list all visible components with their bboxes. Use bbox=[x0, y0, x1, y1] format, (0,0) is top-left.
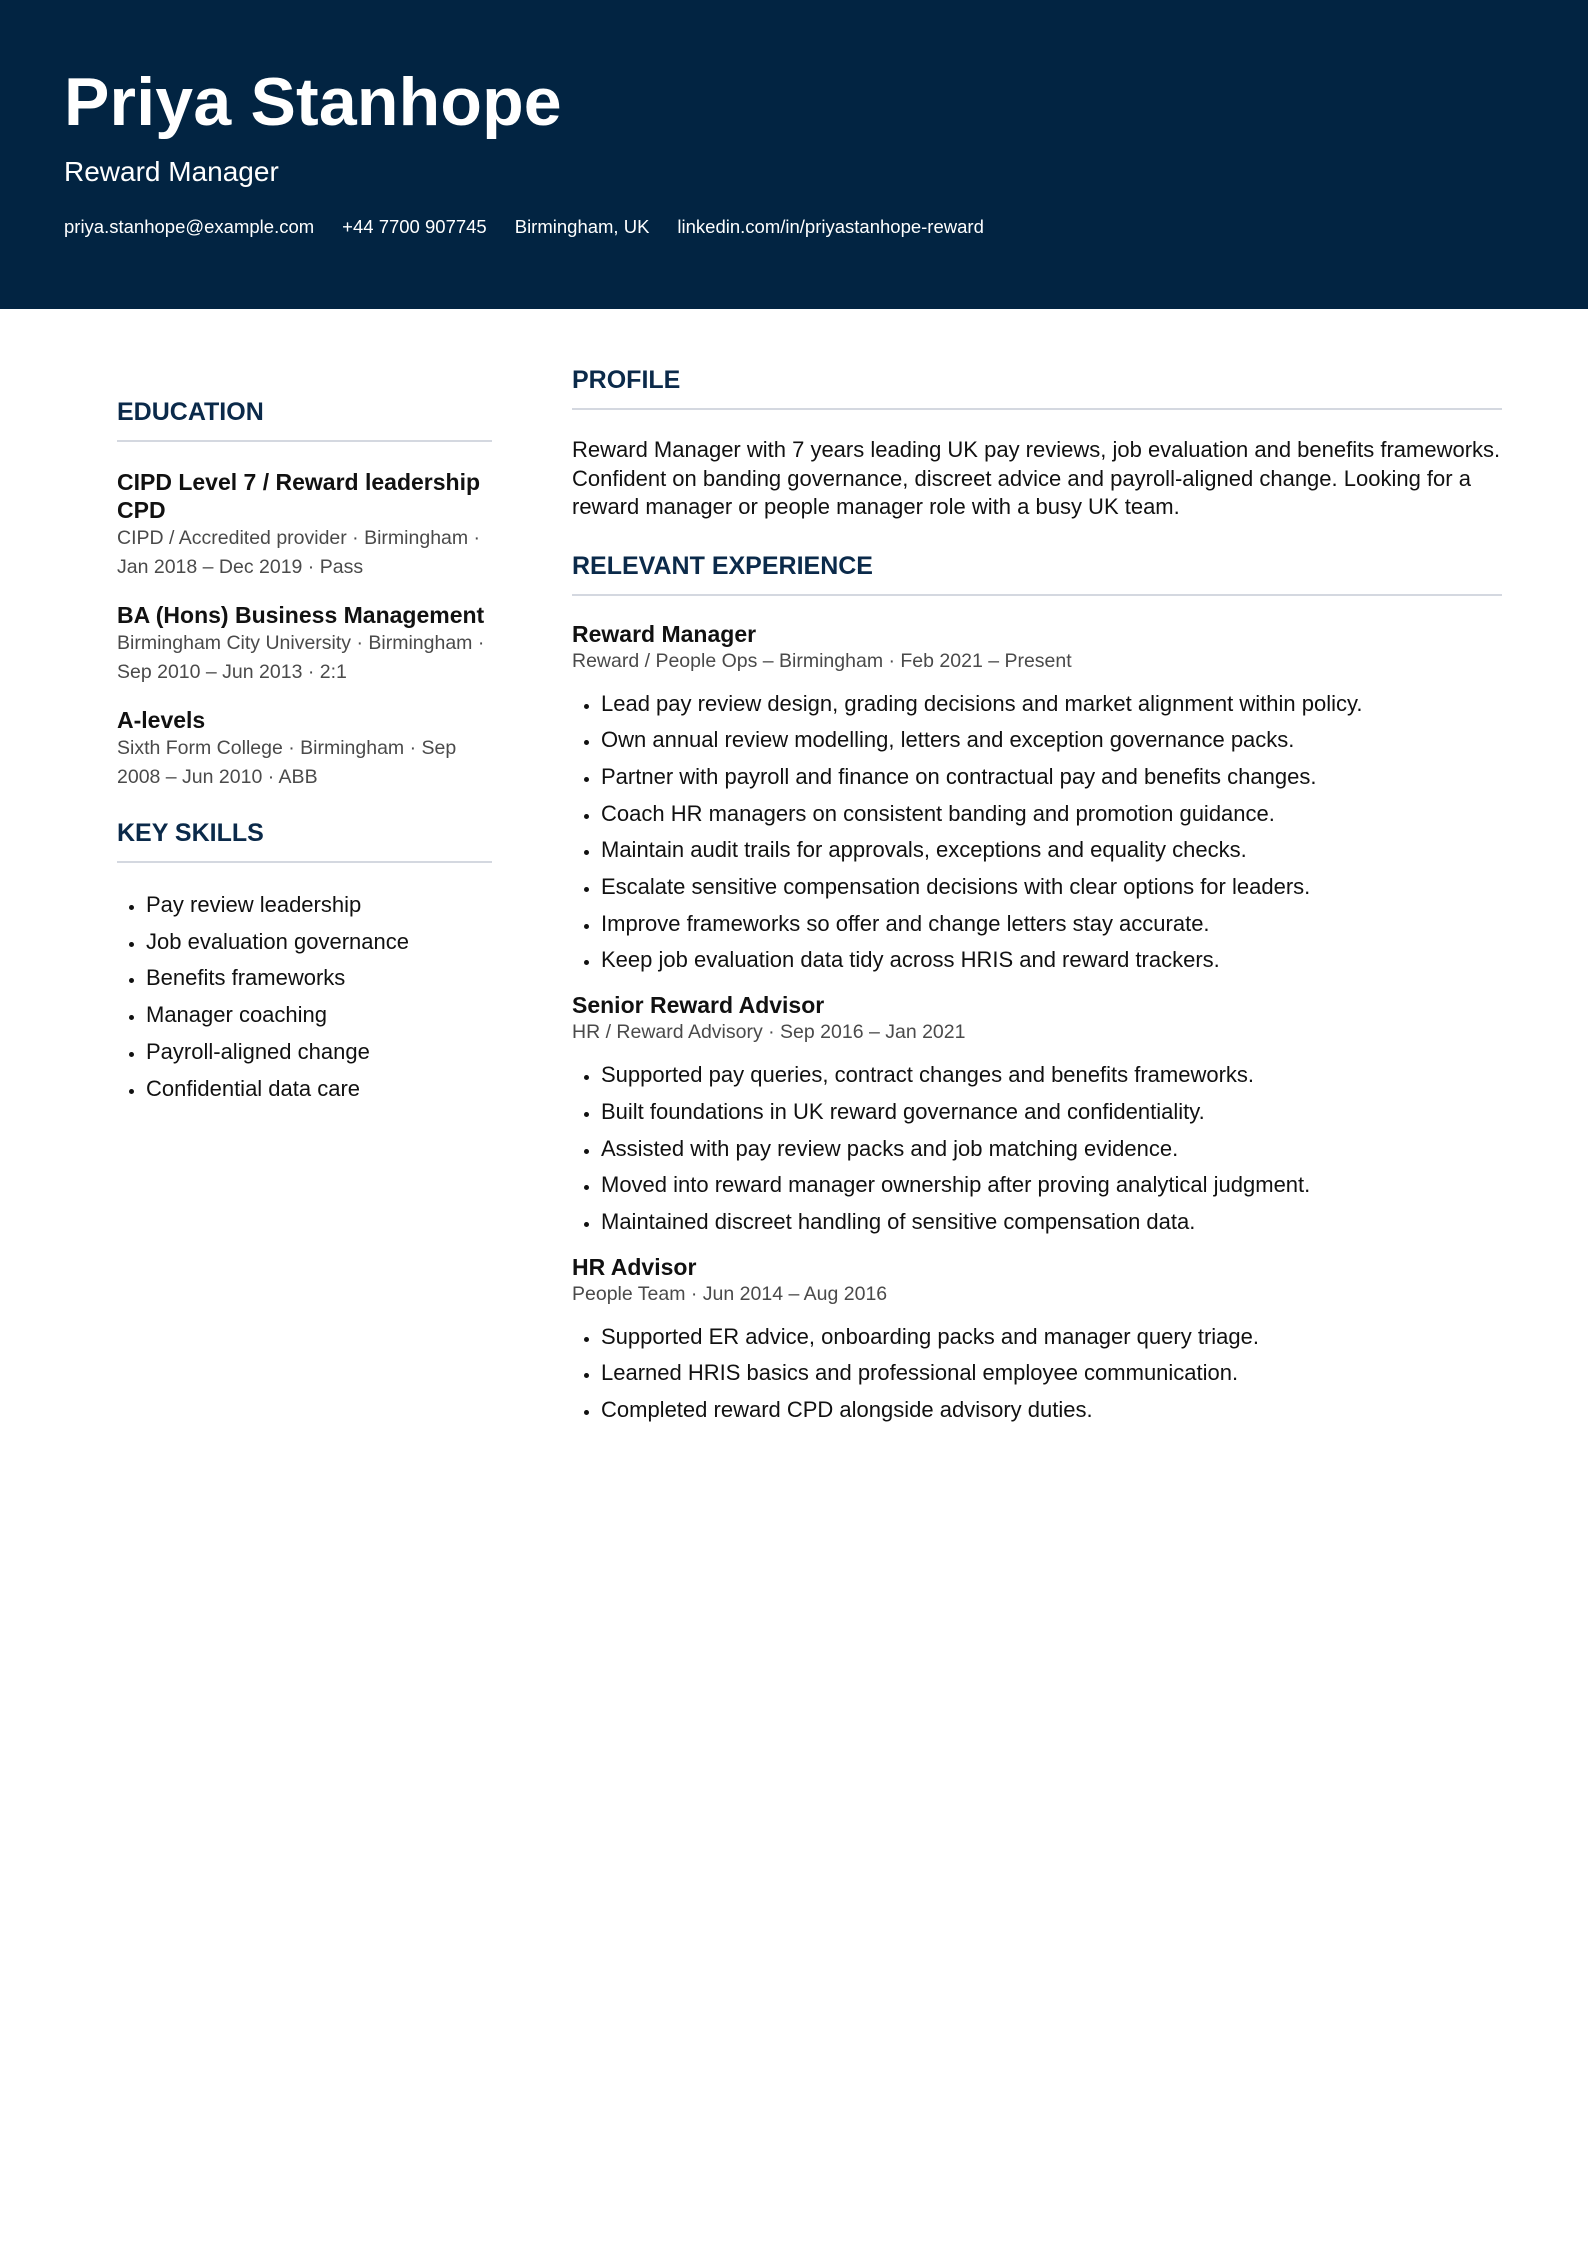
skill-item: • Payroll-aligned change bbox=[146, 1034, 492, 1071]
education-item-title: A-levels bbox=[117, 707, 206, 733]
job-bullet: • Completed reward CPD alongside advisory duties. bbox=[601, 1392, 1502, 1429]
job-bullet: • Escalate sensitive compensation decisions with clear options for leaders. bbox=[601, 869, 1502, 906]
education-heading: EDUCATION bbox=[117, 396, 492, 442]
job-bullet: • Moved into reward manager ownership after proving analytical judgment. bbox=[601, 1167, 1502, 1204]
profile-section bbox=[572, 364, 1502, 522]
education-item-meta: Birmingham City University · Birmingham · Sep 2010 – Jun 2013 · 2:1 bbox=[117, 632, 485, 683]
job-bullet: • Assisted with pay review packs and job matching evidence. bbox=[601, 1131, 1502, 1168]
right-column bbox=[572, 364, 1502, 1441]
education-item-meta: CIPD / Accredited provider · Birmingham · Jan 2018 – Dec 2019 · Pass bbox=[117, 527, 481, 578]
contact-location: Birmingham, UK bbox=[514, 216, 650, 237]
job-title: Senior Reward Advisor bbox=[572, 992, 825, 1019]
skill-item: • Benefits frameworks bbox=[146, 960, 492, 997]
experience-section bbox=[572, 550, 1502, 1429]
job-meta: HR / Reward Advisory · Sep 2016 – Jan 2021 bbox=[572, 1021, 966, 1044]
profile-text: Reward Manager with 7 years leading UK pay reviews, job evaluation and benefits frameworks. Confident on banding governance, discreet advice and payroll-aligned change. Looking for a reward manager or people manager role with a busy UK team. bbox=[572, 437, 1501, 519]
job-bullet: • Built foundations in UK reward governance and confidentiality. bbox=[601, 1094, 1502, 1131]
job-bullet: • Supported ER advice, onboarding packs and manager query triage. bbox=[601, 1319, 1502, 1356]
contact-email: priya.stanhope@example.com bbox=[64, 216, 315, 237]
candidate-name: Priya Stanhope bbox=[64, 64, 562, 140]
job-entry bbox=[572, 620, 1502, 980]
education-item bbox=[117, 468, 492, 581]
job-bullet: • Partner with payroll and finance on contractual pay and benefits changes. bbox=[601, 759, 1502, 796]
job-title: Reward Manager bbox=[572, 620, 757, 647]
job-bullet: • Keep job evaluation data tidy across HRIS and reward trackers. bbox=[601, 942, 1502, 979]
job-meta: Reward / People Ops – Birmingham · Feb 2021 – Present bbox=[572, 649, 1072, 672]
resume-header bbox=[0, 0, 1588, 309]
contact-line bbox=[64, 214, 1012, 240]
job-bullet: • Maintain audit trails for approvals, exceptions and equality checks. bbox=[601, 832, 1502, 869]
education-item-meta: Sixth Form College · Birmingham · Sep 2008 – Jun 2010 · ABB bbox=[117, 737, 457, 788]
experience-heading: RELEVANT EXPERIENCE bbox=[572, 550, 1502, 596]
job-bullet: • Coach HR managers on consistent banding and promotion guidance. bbox=[601, 796, 1502, 833]
job-bullet: • Lead pay review design, grading decisions and market alignment within policy. bbox=[601, 686, 1502, 723]
skills-list bbox=[117, 887, 492, 1107]
education-item-title: CIPD Level 7 / Reward leadership CPD bbox=[117, 469, 481, 523]
education-item-title: BA (Hons) Business Management bbox=[117, 602, 485, 628]
skill-item: • Pay review leadership bbox=[146, 887, 492, 924]
job-entry bbox=[572, 991, 1502, 1241]
skill-item: • Job evaluation governance bbox=[146, 924, 492, 961]
job-bullet: • Supported pay queries, contract changes and benefits frameworks. bbox=[601, 1057, 1502, 1094]
skill-item: • Confidential data care bbox=[146, 1071, 492, 1108]
job-bullets bbox=[572, 1057, 1502, 1241]
job-bullets bbox=[572, 1319, 1502, 1429]
job-meta: People Team · Jun 2014 – Aug 2016 bbox=[572, 1282, 888, 1305]
education-section bbox=[117, 396, 492, 791]
job-bullet: • Learned HRIS basics and professional employee communication. bbox=[601, 1355, 1502, 1392]
contact-phone: +44 7700 907745 bbox=[342, 216, 487, 237]
candidate-role: Reward Manager bbox=[64, 156, 279, 187]
education-item bbox=[117, 601, 492, 686]
skill-item: • Manager coaching bbox=[146, 997, 492, 1034]
education-item bbox=[117, 706, 492, 791]
job-bullet: • Maintained discreet handling of sensitive compensation data. bbox=[601, 1204, 1502, 1241]
job-bullets bbox=[572, 686, 1502, 980]
left-column bbox=[117, 396, 492, 1107]
job-bullet: • Improve frameworks so offer and change letters stay accurate. bbox=[601, 906, 1502, 943]
skills-section bbox=[117, 817, 492, 1107]
job-title: HR Advisor bbox=[572, 1253, 697, 1280]
job-entry bbox=[572, 1253, 1502, 1429]
job-bullet: • Own annual review modelling, letters and exception governance packs. bbox=[601, 722, 1502, 759]
contact-linkedin: linkedin.com/in/priyastanhope-reward bbox=[677, 216, 984, 237]
skills-heading: KEY SKILLS bbox=[117, 817, 492, 863]
profile-heading: PROFILE bbox=[572, 364, 1502, 410]
